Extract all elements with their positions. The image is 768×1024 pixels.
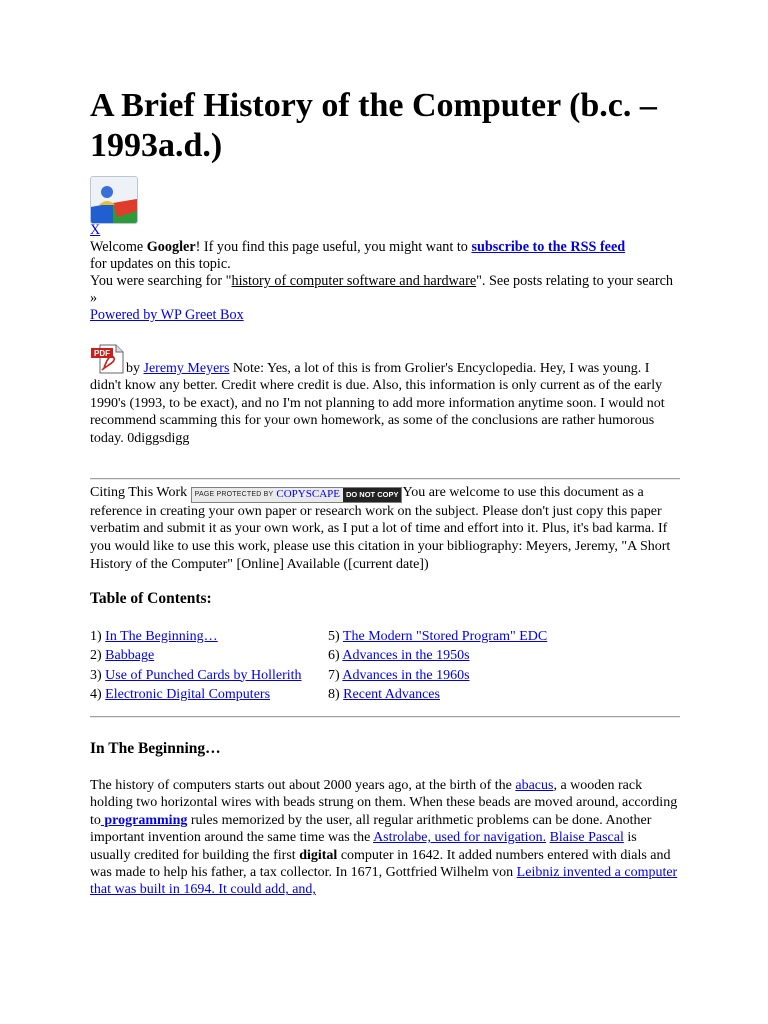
toc-link-1950s[interactable]: Advances in the 1950s <box>342 648 470 664</box>
body-text: The history of computers starts out about 2000 years ago, at the birth of the <box>90 778 516 793</box>
body-text: computer in 1642. It added numbers entered with dials and was made to help his father, a tax collector. In 1671, Gottfried Wilhelm von <box>90 847 671 881</box>
toc-link-babbage[interactable]: Babbage <box>105 648 155 664</box>
googler-label: Googler <box>146 239 196 255</box>
copyscape-badge-brand: COPYSCAPE <box>276 488 340 500</box>
toc-item <box>90 685 302 704</box>
updates-text: for updates on this topic. <box>90 256 231 272</box>
citation-text: You are welcome to use this document as a reference in creating your own paper or research work on the subject. Please don't just copy this paper verbatim and submit it as your own work, as I put a lot of time and effort into it. Plus, it's bad karma. If you would like to use this work, please use this citation in your bibliography: Meyers, Jeremy, "A Short History of the Computer" [Online] Available ([current date]) <box>90 485 671 572</box>
by-text: by <box>126 361 144 376</box>
toc-item <box>328 646 547 665</box>
divider <box>90 478 680 480</box>
toc-column-right <box>328 627 547 704</box>
toc-link-punched-cards[interactable]: Use of Punched Cards by Hollerith <box>105 667 302 683</box>
close-link[interactable]: X <box>90 222 101 238</box>
toc-number: 5) <box>328 629 343 644</box>
toc-title: Table of Contents: <box>90 590 212 607</box>
astrolabe-link[interactable]: Astrolabe, used for navigation. <box>373 830 547 846</box>
author-link[interactable]: Jeremy Meyers <box>143 361 230 376</box>
section-body <box>90 777 680 899</box>
toc-item <box>90 627 302 646</box>
section-title: In The Beginning… <box>90 740 221 757</box>
body-text: is usually credited for building the first <box>90 830 637 863</box>
toc-number: 2) <box>90 648 106 664</box>
abacus-link[interactable]: abacus <box>515 778 554 793</box>
search-term-link[interactable]: history of computer software and hardware <box>231 273 477 289</box>
toc-link-stored-program[interactable]: The Modern "Stored Program" EDC <box>342 629 548 644</box>
pdf-icon[interactable] <box>90 344 126 374</box>
body-text: , a wooden rack holding two horizontal wires with beads strung on them. When these beads are moved around, according to <box>90 778 678 828</box>
toc-number: 4) <box>90 686 106 702</box>
toc-link-beginning[interactable]: In The Beginning… <box>105 629 218 644</box>
pdf-icon-label: PDF <box>94 349 110 358</box>
toc-number: 8) <box>328 686 344 702</box>
google-logo-icon <box>90 176 138 224</box>
copyscape-badge-warning: DO NOT COPY <box>343 488 402 502</box>
welcome-text-2: ! If you find this page useful, you might want to <box>195 239 472 255</box>
pascal-link[interactable]: Blaise Pascal <box>549 830 624 846</box>
toc-item <box>328 627 547 646</box>
toc-item <box>90 646 302 665</box>
toc-number: 7) <box>328 667 343 683</box>
leibniz-link[interactable]: Leibniz invented a computer that was built in 1694. It could add, and, <box>90 865 678 898</box>
toc-item <box>328 666 547 685</box>
toc-link-electronic[interactable]: Electronic Digital Computers <box>105 686 271 702</box>
copyscape-badge[interactable] <box>191 487 403 503</box>
programming-link[interactable]: programming <box>100 812 188 828</box>
toc-item <box>328 685 547 704</box>
body-text: rules memorized by the user, all regular arithmetic problems can be done. Another important invention around the same time was the <box>90 812 652 846</box>
toc-column-left <box>90 627 302 704</box>
author-note <box>90 344 680 447</box>
toc-number: 1) <box>90 629 106 644</box>
welcome-text: Welcome <box>90 239 147 255</box>
digital-emphasis: digital <box>299 847 338 863</box>
author-note-text: Note: Yes, a lot of this is from Grolier's Encyclopedia. Hey, I was young. I didn't know any better. Credit where credit is due. Also, this information is only current as of the early 1990's (1993, to be exact), and no I'm not planning to add more information anytime soon. I would not recommend scamming this for your own homework, as some of the conclusions are rather humorous today. 0diggsdigg <box>90 361 665 446</box>
toc-link-recent[interactable]: Recent Advances <box>343 686 440 702</box>
searching-end-text: ". See posts relating to your search » <box>90 273 674 306</box>
toc-number: 6) <box>328 648 343 664</box>
citing-label: Citing This Work <box>90 485 191 500</box>
page-title: A Brief History of the Computer (b.c. – 1993a.d.) <box>90 87 657 164</box>
rss-feed-link[interactable]: subscribe to the RSS feed <box>471 239 626 255</box>
copyscape-badge-text: PAGE PROTECTED BY <box>194 491 274 498</box>
divider <box>90 716 680 718</box>
citation-section <box>90 484 680 573</box>
powered-by-link[interactable]: Powered by WP Greet Box <box>90 307 244 323</box>
toc-link-1960s[interactable]: Advances in the 1960s <box>342 667 470 683</box>
toc-number: 3) <box>90 667 106 683</box>
greet-box <box>90 222 680 324</box>
searching-text: You were searching for " <box>90 273 232 289</box>
toc-item <box>90 666 302 685</box>
